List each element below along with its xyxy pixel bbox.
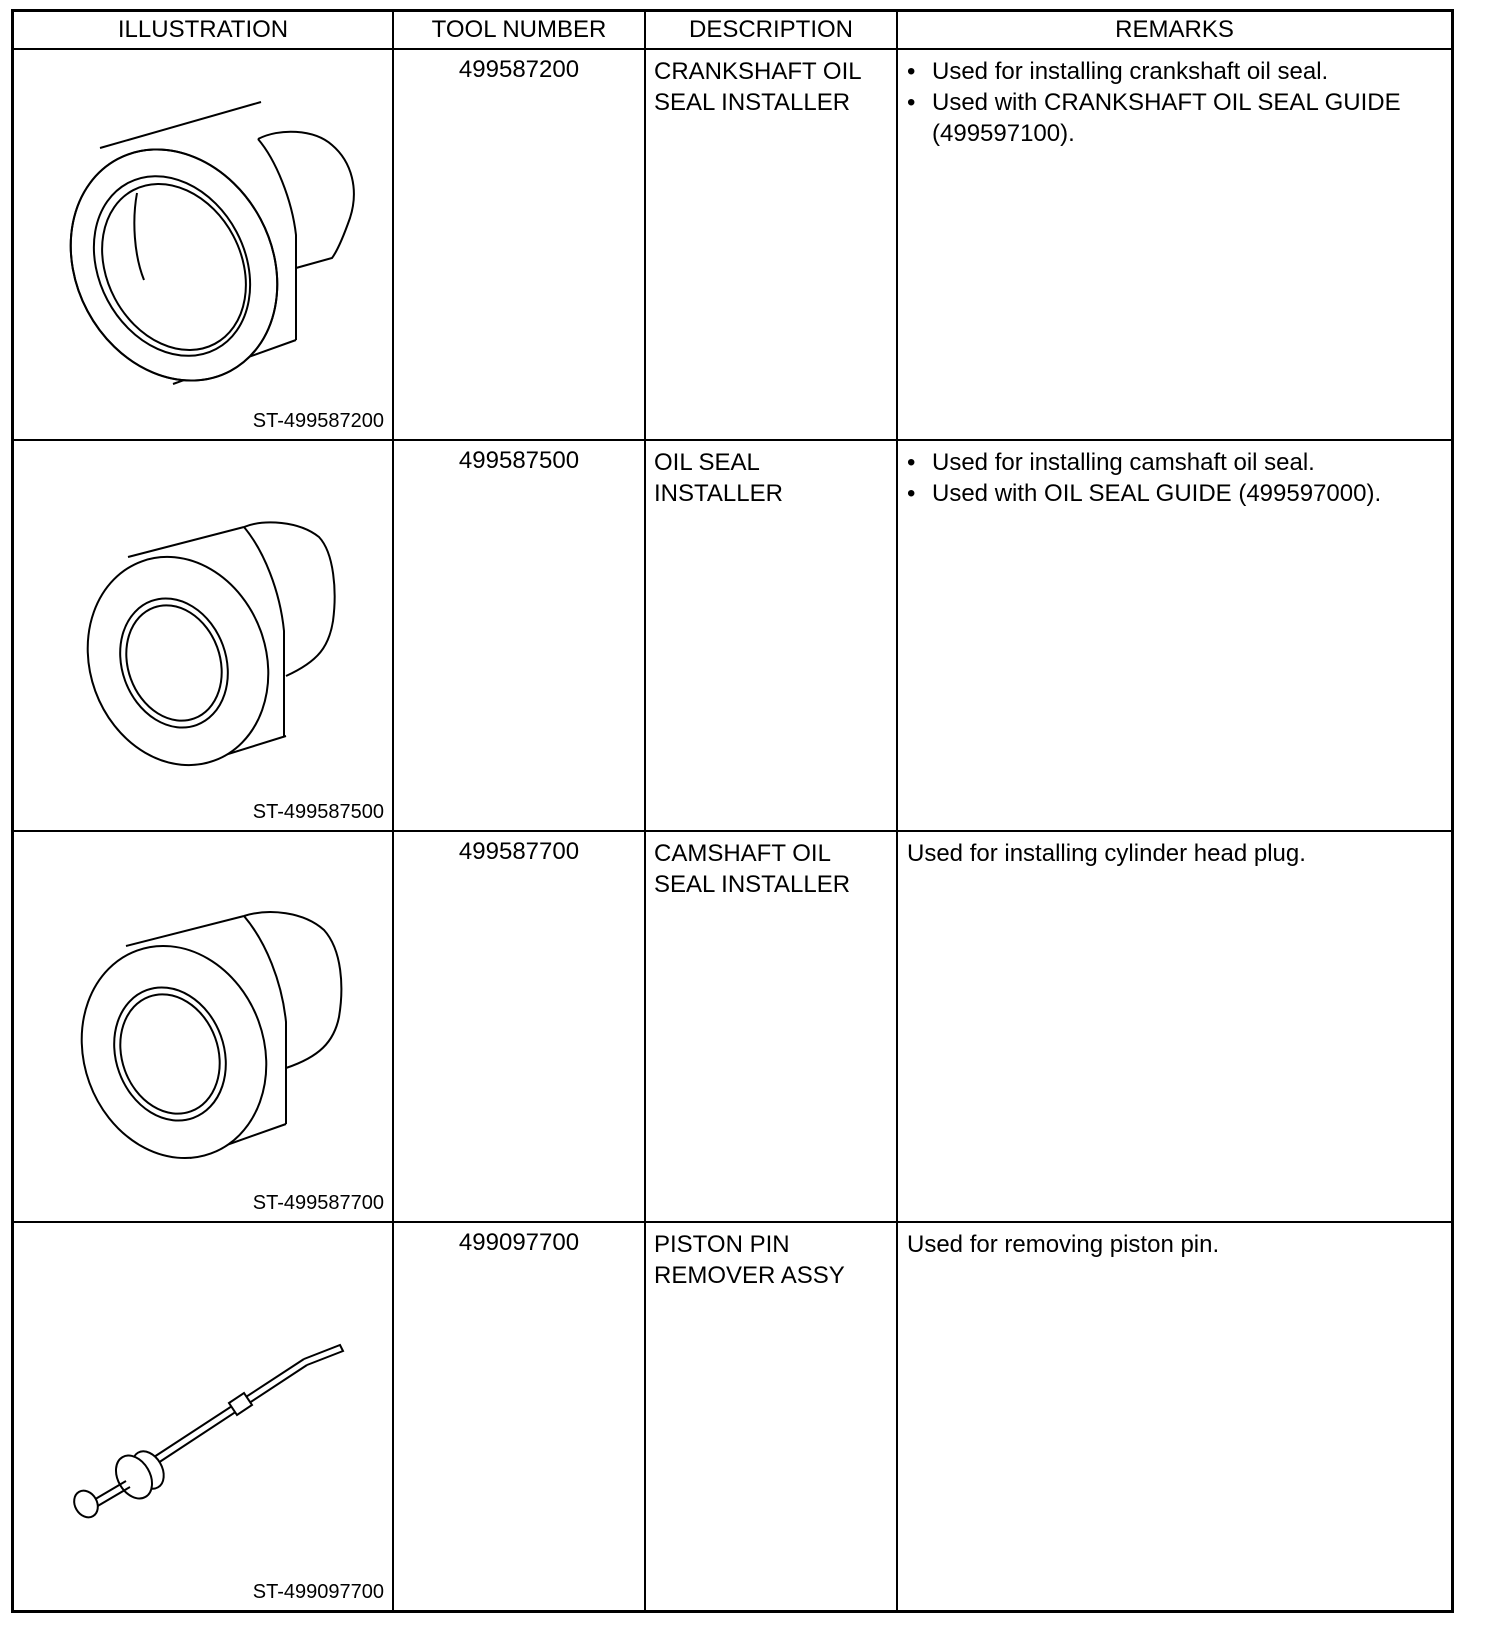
illustration-cell (14, 1223, 392, 1610)
remark-item: • Used for installing crankshaft oil seal. (907, 58, 1329, 85)
tool-description: CRANKSHAFT OIL SEAL INSTALLER (654, 58, 861, 116)
illustration-caption: ST-499587500 (252, 801, 384, 823)
camshaft-oil-seal-installer-illustration (14, 832, 392, 1221)
header-illustration: ILLUSTRATION (117, 16, 289, 43)
crankshaft-oil-seal-installer-illustration (14, 50, 392, 439)
remark-item: • Used for installing camshaft oil seal. (907, 449, 1315, 476)
tool-description: OIL SEAL INSTALLER (654, 449, 783, 507)
special-tools-table (11, 9, 1454, 1613)
remarks (907, 447, 1447, 509)
illustration-caption: ST-499587700 (252, 1192, 384, 1214)
tool-number: 499587700 (458, 838, 580, 865)
illustration-caption: ST-499097700 (252, 1581, 384, 1603)
remark-item: • Used with OIL SEAL GUIDE (499597000). (907, 480, 1382, 507)
table-row (14, 832, 1451, 1223)
remark-item: Used for installing cylinder head plug. (907, 840, 1306, 867)
illustration-caption: ST-499587200 (252, 410, 384, 432)
illustration-cell (14, 441, 392, 830)
bullet-icon: • (907, 58, 916, 85)
table-header-row (14, 12, 1451, 50)
table-row (14, 1223, 1451, 1610)
bullet-icon: • (907, 449, 916, 476)
tool-description: CAMSHAFT OIL SEAL INSTALLER (654, 840, 851, 898)
piston-pin-remover-assy-illustration (14, 1223, 392, 1610)
remarks (907, 56, 1447, 149)
oil-seal-installer-illustration (14, 441, 392, 830)
table-row (14, 50, 1451, 441)
bullet-icon: • (907, 480, 916, 507)
illustration-cell (14, 50, 392, 439)
remarks (907, 1229, 1447, 1260)
header-tool-number: TOOL NUMBER (431, 16, 607, 43)
illustration-cell (14, 832, 392, 1221)
tool-description: PISTON PIN REMOVER ASSY (654, 1231, 845, 1289)
header-description: DESCRIPTION (688, 16, 853, 43)
header-remarks: REMARKS (1115, 16, 1234, 43)
remark-item: • Used with CRANKSHAFT OIL SEAL GUIDE (499597100). (907, 89, 1401, 147)
tool-number: 499097700 (458, 1229, 580, 1256)
tool-number: 499587200 (458, 56, 580, 83)
tool-number: 499587500 (458, 447, 580, 474)
bullet-icon: • (907, 89, 916, 116)
remarks (907, 838, 1447, 869)
table-row (14, 441, 1451, 832)
remark-item: Used for removing piston pin. (907, 1231, 1220, 1258)
